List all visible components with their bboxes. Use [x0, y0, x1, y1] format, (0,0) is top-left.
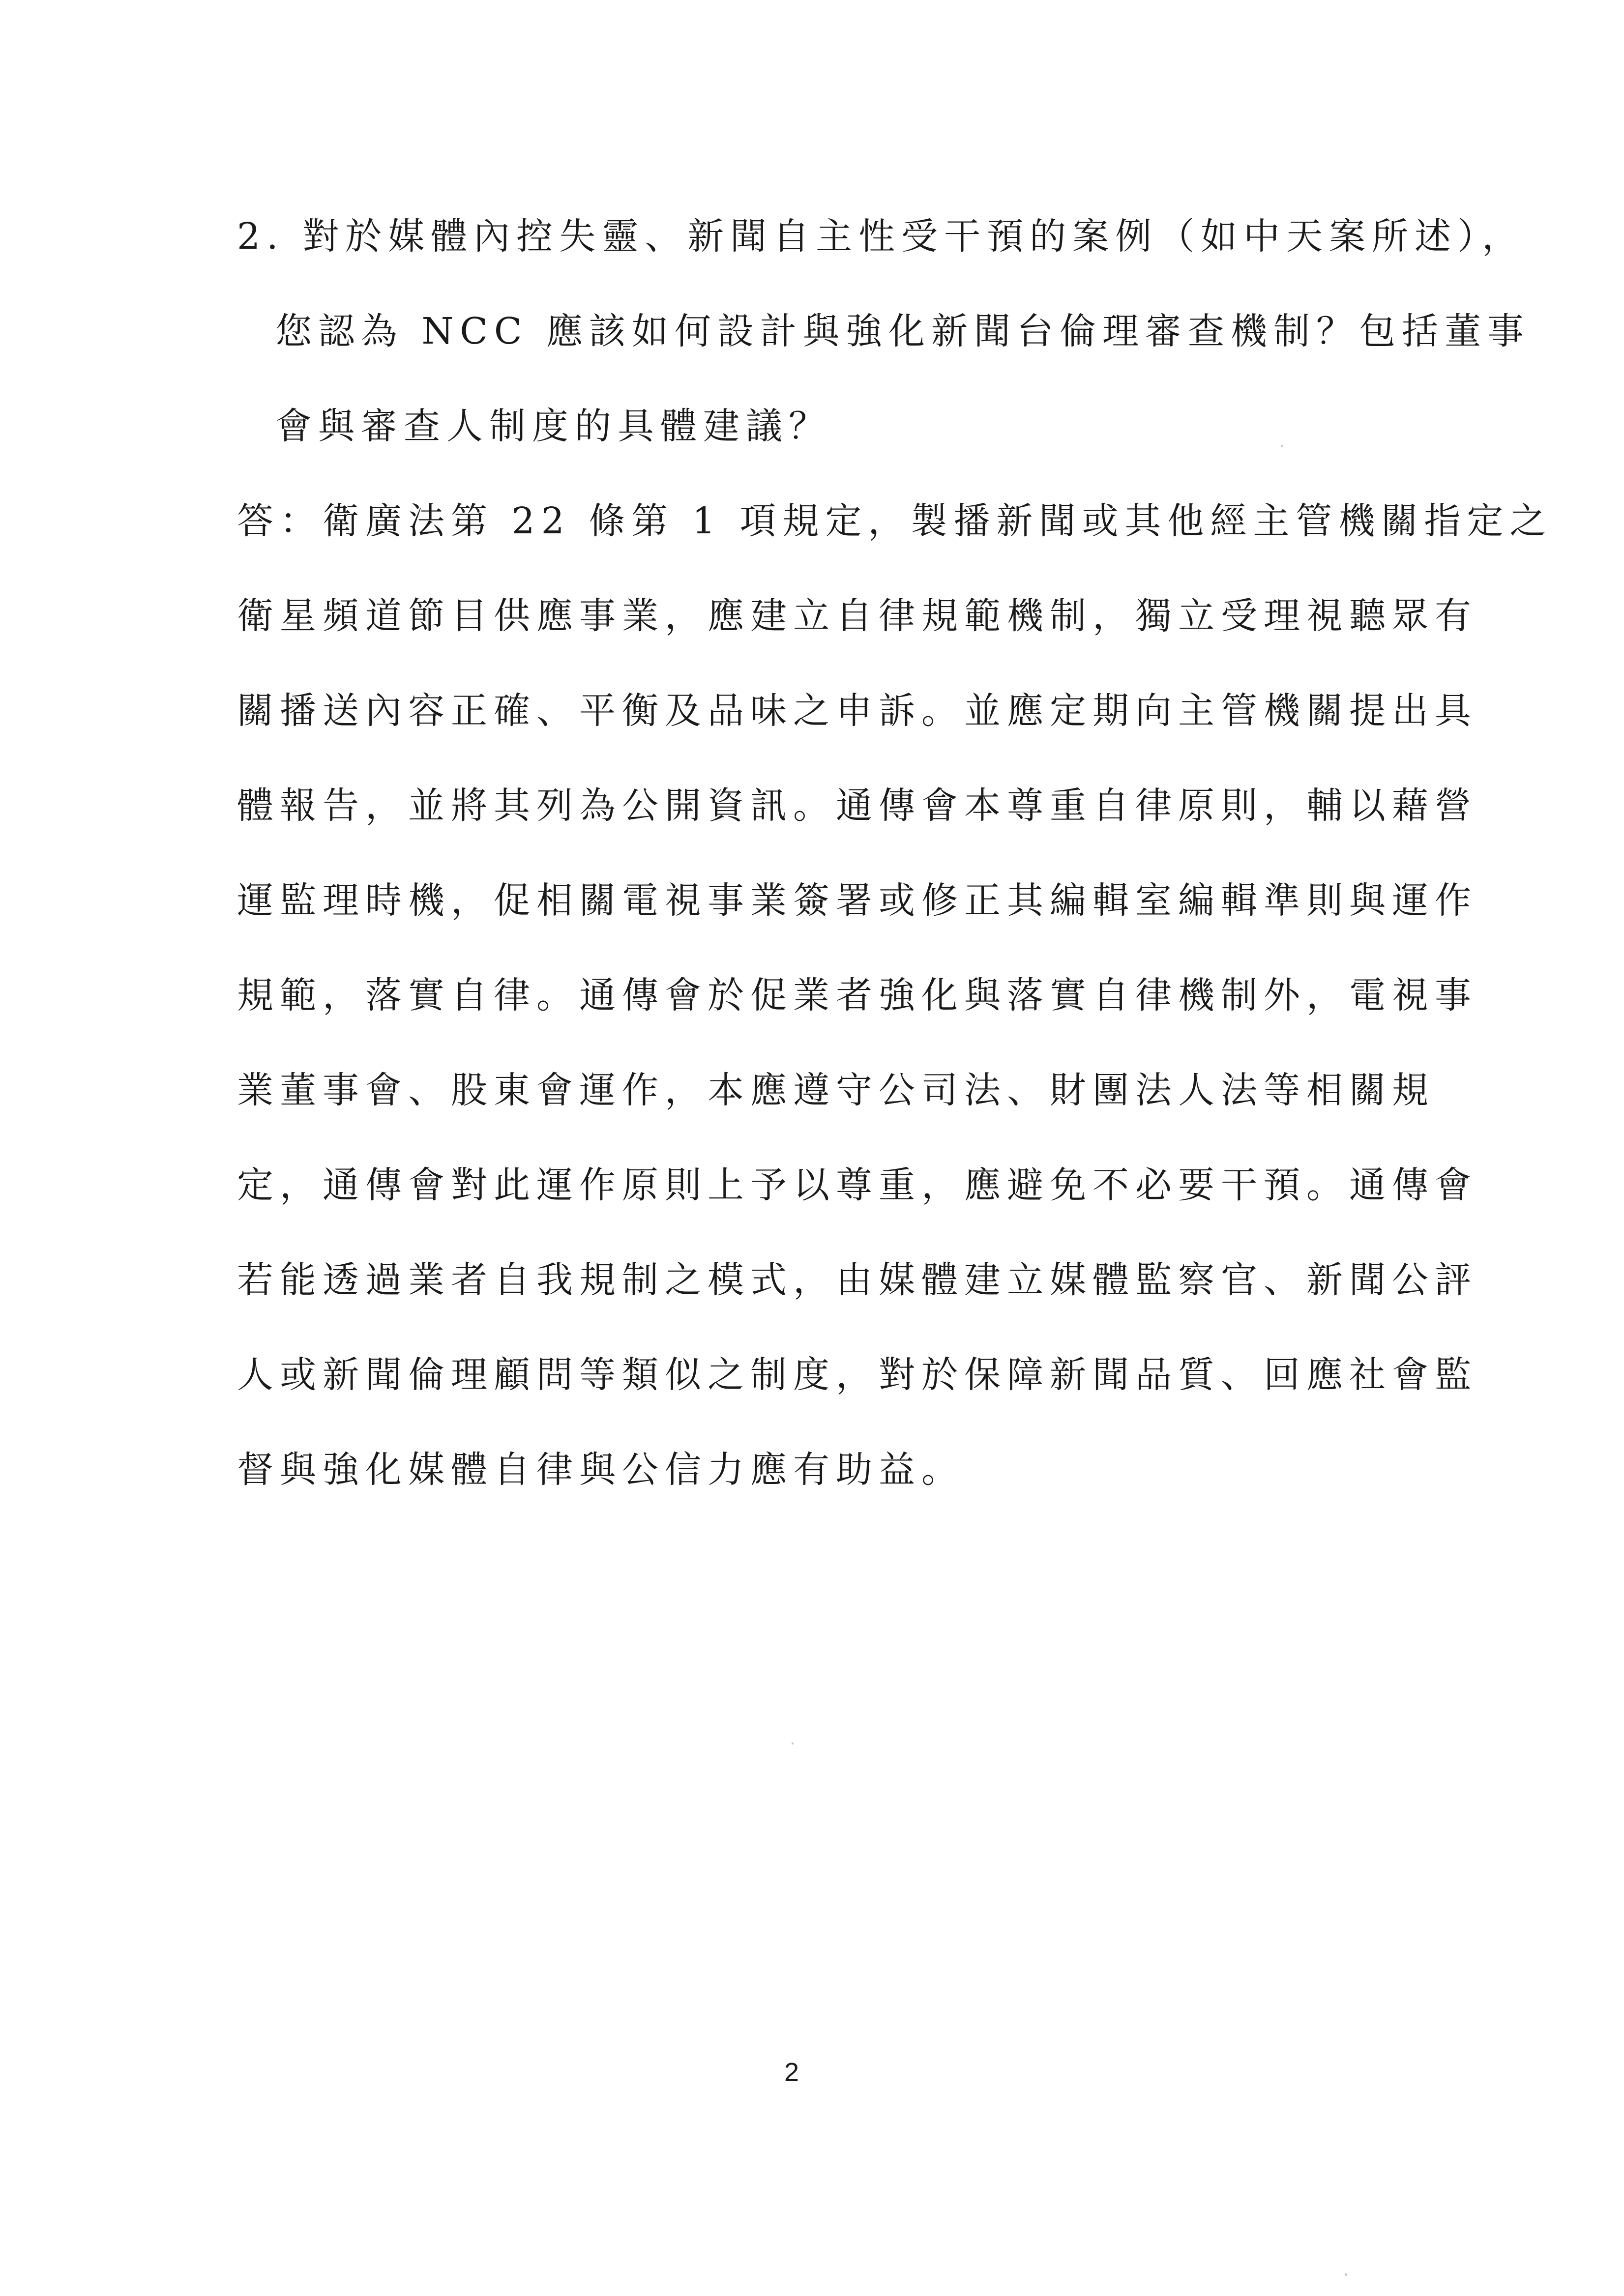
scan-speck — [1345, 2273, 1347, 2276]
question-line-3: 會與審查人制度的具體建議？ — [275, 405, 831, 447]
answer-line-4: 體報告，並將其列為公開資訊。通傳會本尊重自律原則，輔以藉營 — [237, 785, 1477, 827]
answer-line-6: 規範，落實自律。通傳會於促業者強化與落實自律機制外，電視事 — [237, 974, 1477, 1017]
answer-line-2: 衛星頻道節目供應事業，應建立自律規範機制，獨立受理視聽眾有 — [237, 595, 1477, 637]
answer-line-9: 若能透過業者自我規制之模式，由媒體建立媒體監察官、新聞公評 — [237, 1259, 1477, 1301]
question-line-1: 2. 對於媒體內控失靈、新聞自主性受干預的案例（如中天案所述）， — [237, 215, 1525, 258]
answer-line-5: 運監理時機，促相關電視事業簽署或修正其編輯室編輯準則與運作 — [237, 879, 1477, 922]
answer-line-10: 人或新聞倫理顧問等類似之制度，對於保障新聞品質、回應社會監 — [237, 1354, 1477, 1396]
answer-line-8: 定，通傳會對此運作原則上予以尊重，應避免不必要干預。通傳會 — [237, 1164, 1477, 1206]
answer-line-1: 答：衛廣法第 22 條第 1 項規定，製播新聞或其他經主管機關指定之 — [237, 500, 1553, 542]
scan-speck — [1281, 445, 1283, 447]
question-line-2: 您認為 NCC 應該如何設計與強化新聞台倫理審查機制？包括董事 — [275, 310, 1531, 352]
answer-line-7: 業董事會、股東會運作，本應遵守公司法、財團法人法等相關規 — [237, 1069, 1435, 1111]
page-number: 2 — [784, 2058, 799, 2087]
answer-line-3: 關播送內容正確、平衡及品味之申訴。並應定期向主管機關提出具 — [237, 690, 1477, 732]
scan-speck — [792, 1743, 794, 1744]
answer-line-11: 督與強化媒體自律與公信力應有助益。 — [237, 1449, 964, 1491]
